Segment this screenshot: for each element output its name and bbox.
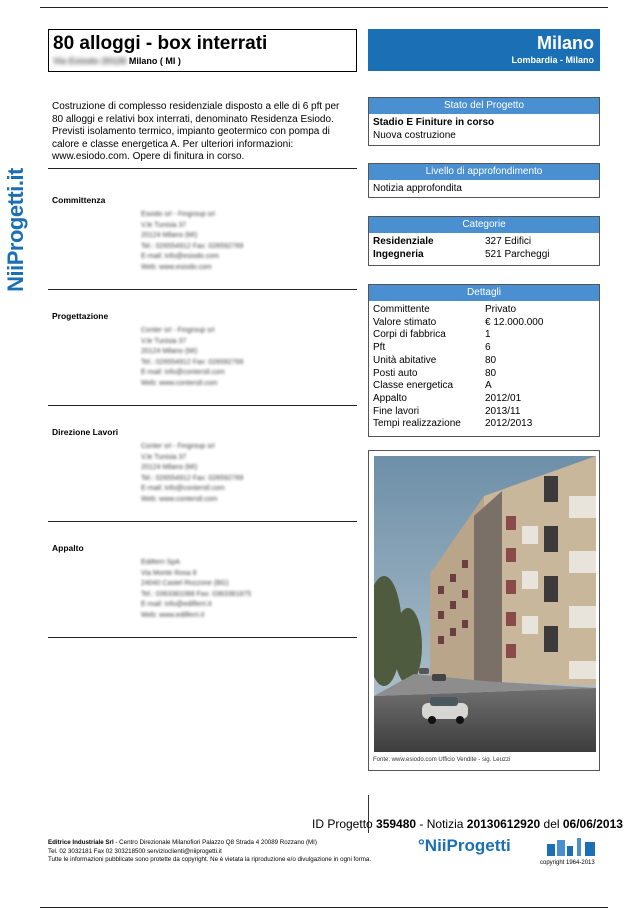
divider-5 [48, 637, 357, 638]
section-progettazione-contact [141, 326, 243, 389]
contact-line: Tel.: 0363381088 Fax: 0363381875 [141, 590, 252, 598]
contact-line: V.le Tunisia 37 [141, 453, 187, 461]
contact-line: Edilferri SpA [141, 559, 180, 566]
top-rule [40, 7, 608, 8]
livello-header: Livello di approfondimento [369, 164, 599, 180]
dettagli-key: Posti auto [373, 367, 418, 379]
dettagli-value: € 12.000.000 [485, 316, 544, 328]
section-committenza-contact [141, 210, 243, 273]
categoria-row [373, 249, 595, 262]
footer-contacts: Tel. 02 3032181 Fax 02 303218500 servizioclienti@niiprogetti.it [48, 847, 222, 855]
contact-line: Tel.: 026554912 Fax: 026592769 [141, 358, 244, 366]
footer [48, 839, 371, 865]
dettagli-key: Committente [373, 304, 430, 315]
address-street: Via Esiodo 20126 [53, 56, 127, 66]
categoria-key: Residenziale [373, 236, 434, 247]
categorie-header: Categorie [369, 217, 599, 233]
contact-line: E-mail: info@conterstl.com [141, 485, 225, 492]
dettagli-key: Valore stimato [373, 316, 437, 328]
livello-panel [368, 163, 600, 198]
contact-line: Conter srl - Fingroup srl [141, 443, 215, 450]
contact-line: 20124 Milano (MI) [141, 464, 198, 471]
dettagli-value: 2012/2013 [485, 418, 533, 430]
footer-company: Editrice Industriale Srl [48, 839, 114, 846]
project-description: Costruzione di complesso residenziale disposto a elle di 6 pft per 80 alloggi e relativi box interrati, denominato Residenza Esiodo. Previsti isolamento termico, impianto geotermico con pompa di calore e classe energetica A. Per ulteriori informazioni: www.esiodo.com. Opere di finitura in corso. [52, 101, 340, 163]
contact-line: Tel.: 026554912 Fax: 026592769 [141, 474, 244, 482]
stato-header: Stato del Progetto [369, 98, 599, 114]
project-id: 359480 [376, 817, 417, 831]
categoria-key: Ingegneria [373, 248, 424, 260]
stato-panel [368, 97, 600, 146]
footer-address: - Centro Direzionale Milanofiori Palazzo Q8 Strada 4 20089 Rozzano (MI) [113, 839, 317, 846]
contact-line: 20124 Milano (MI) [141, 232, 198, 239]
vertical-logo-text: NiiProgetti.it [3, 168, 28, 292]
contact-line: E-mail: info@esiodo.com [141, 253, 219, 260]
categoria-value: 521 Parcheggi [485, 248, 550, 260]
dettagli-value: 80 [485, 354, 497, 366]
dettagli-row [373, 406, 595, 419]
city-box [368, 29, 600, 71]
dettagli-row [373, 368, 595, 381]
dettagli-row [373, 380, 595, 393]
dettagli-row [373, 317, 595, 330]
dettagli-value: 6 [485, 342, 491, 354]
dettagli-row [373, 304, 595, 317]
copyright: copyright 1964-2013 [540, 860, 595, 866]
section-appalto-contact [141, 558, 251, 621]
dettagli-key: Tempi realizzazione [373, 418, 461, 430]
photo-caption: Fonte: www.esiodo.com Ufficio Vendite - sig. Leuzzi [373, 757, 511, 763]
dettagli-value: 2013/11 [485, 405, 521, 417]
dettagli-row [373, 342, 595, 355]
bottom-rule [40, 907, 608, 908]
categoria-value: 327 Edifici [485, 236, 532, 247]
section-direzione-label: Direzione Lavori [52, 427, 119, 437]
vertical-logo [2, 160, 30, 300]
livello-value: Notizia approfondita [373, 183, 462, 194]
notice-id: 20130612920 [466, 817, 541, 831]
divider-3 [48, 405, 357, 406]
divider-4 [48, 521, 357, 522]
contact-line: V.le Tunisia 37 [141, 221, 187, 229]
contact-line: Tel.: 026554912 Fax: 026592769 [141, 242, 244, 250]
section-direzione-contact [141, 442, 243, 505]
contact-line: E-mail: info@edilferri.it [141, 601, 212, 608]
contact-line: Web: www.conterstl.com [141, 495, 218, 503]
dettagli-header: Dettagli [369, 285, 599, 301]
dettagli-key: Corpi di fabbrica [373, 329, 446, 341]
categoria-row [373, 236, 595, 249]
contact-line: Web: www.esiodo.com [141, 263, 212, 271]
dettagli-row [373, 393, 595, 406]
dettagli-key: Unità abitative [373, 354, 437, 366]
region-name: Lombardia - Milano [511, 55, 594, 65]
dettagli-key: Fine lavori [373, 405, 420, 417]
address [53, 55, 352, 67]
dettagli-row [373, 418, 595, 431]
divider-2 [48, 289, 357, 290]
contact-line: V.le Tunisia 37 [141, 337, 187, 345]
id-prefix: ID Progetto [312, 817, 377, 831]
stato-type: Nuova costruzione [373, 129, 456, 141]
notice-date: 06/06/2013 [562, 817, 623, 831]
contact-line: Via Monte Rosa 8 [141, 569, 197, 577]
section-progettazione-label: Progettazione [52, 311, 109, 321]
dettagli-row [373, 329, 595, 342]
dettagli-value: 80 [485, 367, 497, 379]
dettagli-row [373, 355, 595, 368]
dettagli-key: Pft [373, 342, 386, 354]
title-box [48, 29, 357, 72]
contact-line: Web: www.edilferri.it [141, 611, 205, 619]
section-committenza-label: Committenza [52, 195, 106, 205]
address-city: Milano ( MI ) [128, 56, 181, 66]
dettagli-value: A [485, 380, 492, 392]
contact-line: Conter srl - Fingroup srl [141, 327, 215, 334]
id-mid: - Notizia [416, 817, 467, 831]
categorie-panel [368, 216, 600, 266]
dettagli-value: Privato [485, 304, 517, 315]
id-del: del [540, 817, 563, 831]
building-rendering [374, 456, 596, 752]
contact-line: 24040 Castel Rozzone (BG) [141, 580, 229, 587]
divider-1 [48, 168, 357, 169]
dettagli-panel [368, 284, 600, 437]
contact-line: Esiodo srl - Fingroup srl [141, 211, 215, 218]
contact-line: Web: www.conterstl.com [141, 379, 218, 387]
id-line [312, 817, 623, 831]
section-appalto-label: Appalto [52, 543, 84, 553]
buildings-logo-icon [545, 836, 599, 856]
stato-status: Stadio E Finiture in corso [373, 117, 495, 128]
city-name: Milano [537, 33, 594, 53]
dettagli-value: 1 [485, 329, 491, 341]
contact-line: E-mail: info@conterstl.com [141, 369, 225, 376]
dettagli-key: Classe energetica [373, 380, 454, 392]
footer-logo: °NiiProgetti [418, 836, 511, 855]
footer-notice: Tutte le informazioni pubblicate sono protette da copyright. Ne è vietata la riproduzione e/o divulgazione in ogni forma. [48, 856, 372, 864]
dettagli-value: 2012/01 [485, 392, 522, 404]
page-title: 80 alloggi - box interrati [53, 33, 268, 54]
dettagli-key: Appalto [373, 392, 407, 404]
project-photo [368, 450, 600, 771]
contact-line: 20124 Milano (MI) [141, 348, 198, 355]
